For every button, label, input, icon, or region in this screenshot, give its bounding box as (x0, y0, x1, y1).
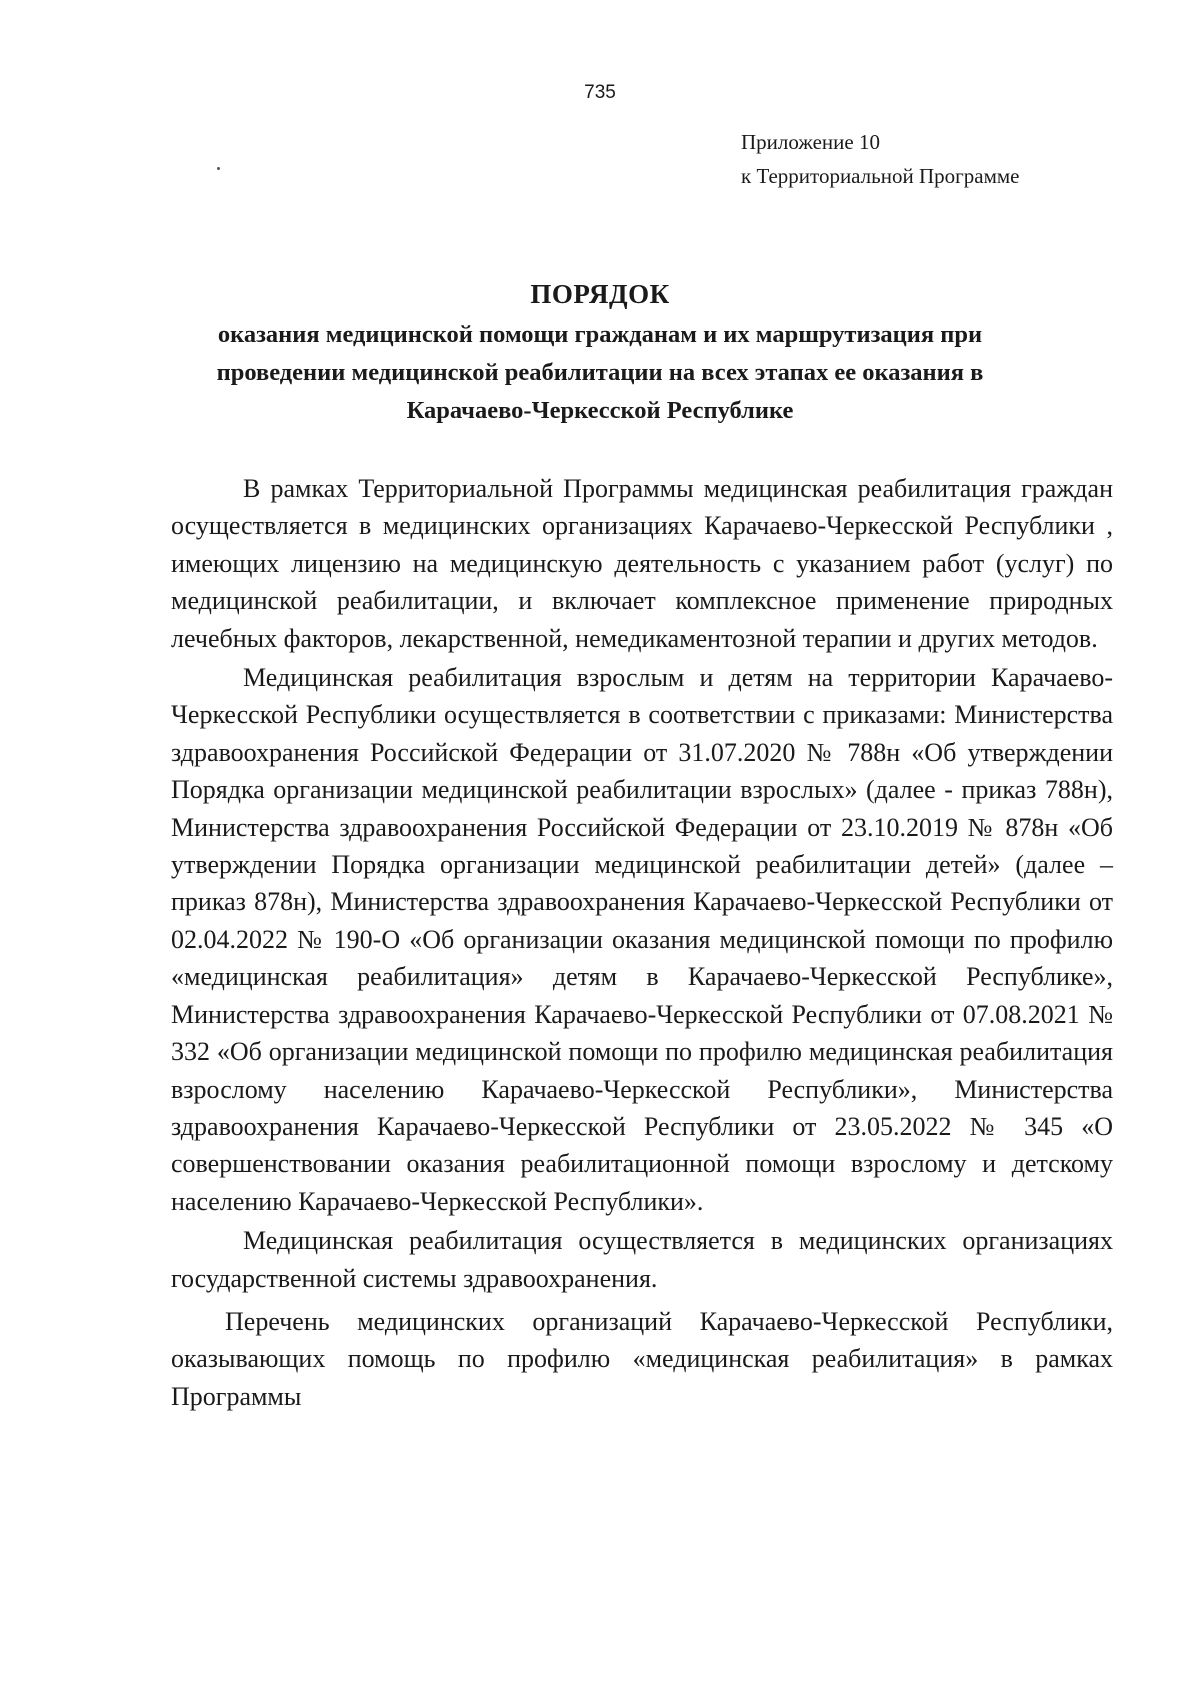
appendix-line-2: к Территориальной Программе (741, 164, 1020, 188)
paragraph-1: В рамках Территориальной Программы медицинская реабилитация граждан осуществляется в медицинских организациях Карачаево-Черкесской Республики , имеющих лицензию на медицинскую деятельность с указанием работ (услуг) по медицинской реабилитации, и включает комплексное применение природных лечебных факторов, лекарственной, немедикаментозной терапии и других методов. (171, 474, 1113, 653)
document-title (160, 276, 1040, 430)
paragraph-4: Перечень медицинских организаций Карачаево-Черкесской Республики, оказывающих помощь по профилю «медицинская реабилитация» в рамках Программы (171, 1306, 1113, 1411)
page-number: 735 (584, 82, 616, 103)
scan-speck (217, 167, 220, 170)
document-body (171, 470, 1113, 1417)
appendix-line-1: Приложение 10 (741, 130, 880, 154)
title-subtitle: оказания медицинской помощи гражданам и их маршрутизация при проведении медицинской реабилитации на всех этапах ее оказания в Карачаево-Черкесской Республике (216, 321, 984, 424)
paragraph-3: Медицинская реабилитация осуществляется в медицинских организациях государственной системы здравоохранения. (171, 1226, 1113, 1293)
paragraph-2: Медицинская реабилитация взрослым и детям на территории Карачаево-Черкесской Республики осуществляется в соответствии с приказами: Министерства здравоохранения Российской Федерации от 31.07.2020 № 788н «Об утверждении Порядка организации медицинской реабилитации взрослых» (далее - приказ 788н), Министерства здравоохранения Российской Федерации от 23.10.2019 № 878н «Об утверждении Порядка организации медицинской реабилитации детей» (далее – приказ 878н), Министерства здравоохранения Карачаево-Черкесской Республики от 02.04.2022 № 190-О «Об организации оказания медицинской помощи по профилю «медицинская реабилитация» детям в Карачаево-Черкесской Республике», Министерства здравоохранения Карачаево-Черкесской Республики от 07.08.2021 № 332 «Об организации медицинской помощи по профилю медицинская реабилитация взрослому населению Карачаево-Черкесской Республики», Министерства здравоохранения Карачаево-Черкесской Республики от 23.05.2022 № 345 «О совершенствовании оказания реабилитационной помощи взрослому и детскому населению Карачаево-Черкесской Республики». (171, 663, 1113, 1216)
appendix-note (741, 125, 1019, 193)
title-main: ПОРЯДОК (530, 279, 670, 309)
